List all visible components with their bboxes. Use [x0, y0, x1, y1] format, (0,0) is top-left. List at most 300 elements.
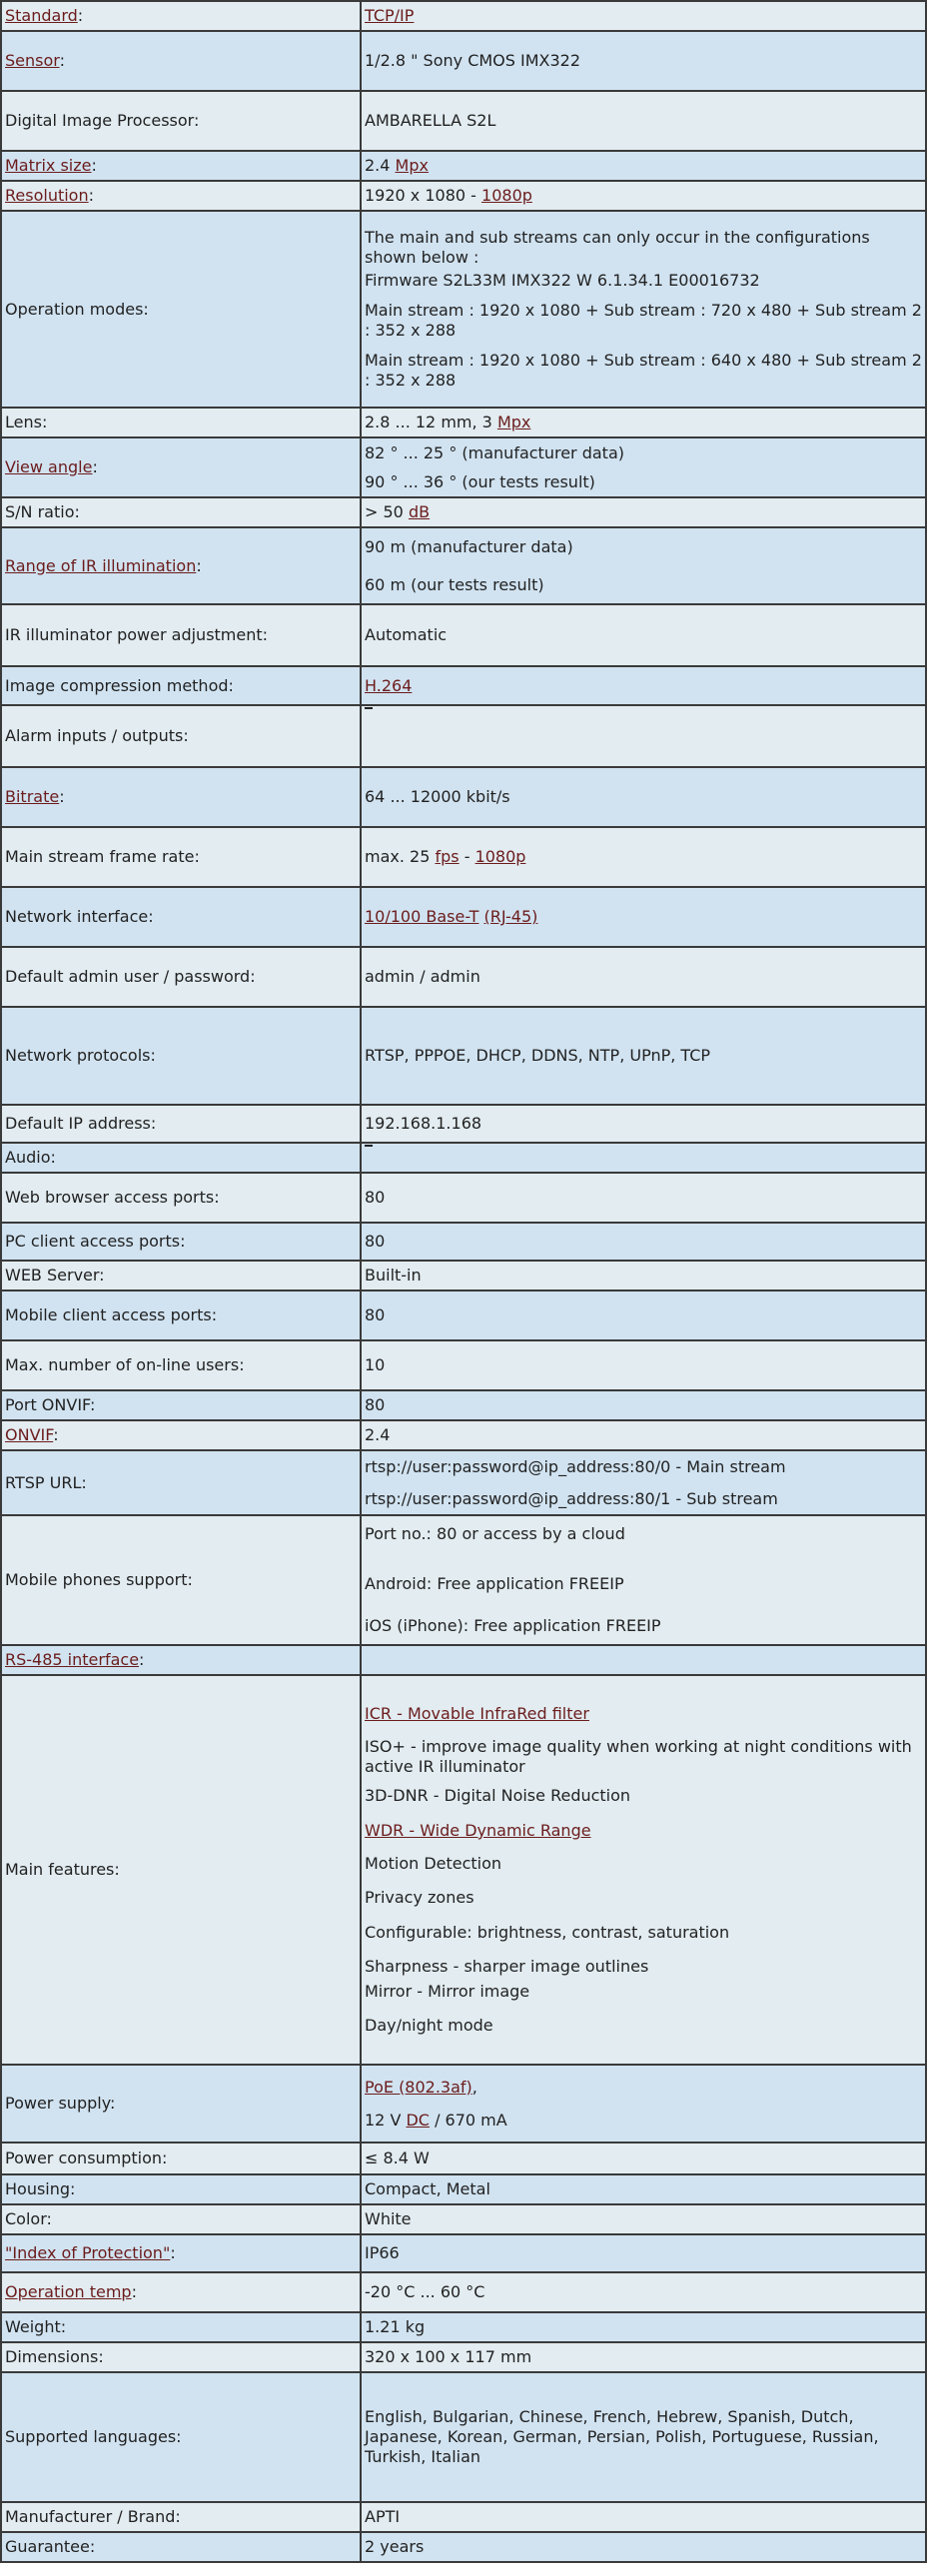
- spec-value-paragraph: [365, 1854, 922, 1874]
- spec-label: [1, 2372, 361, 2502]
- spec-label: [1, 151, 361, 181]
- spec-label-link[interactable]: RS-485 interface: [5, 1650, 140, 1669]
- spec-label-link[interactable]: Resolution: [5, 186, 89, 205]
- spec-value-paragraph: [365, 2407, 922, 2467]
- spec-value-paragraph: [365, 2209, 922, 2229]
- spec-value-paragraph: [365, 351, 922, 391]
- spec-value: [361, 2372, 926, 2502]
- text-span: Mirror - Mirror image: [365, 1982, 530, 2001]
- spec-row-manufacturer-brand: [1, 2502, 926, 2532]
- text-span: 320 x 100 x 117 mm: [365, 2347, 532, 2366]
- spec-value: [361, 1261, 926, 1290]
- text-span: 192.168.1.168: [365, 1114, 482, 1133]
- spec-value-paragraph: [365, 2507, 922, 2527]
- text-span: 64 ... 12000 kbit/s: [365, 787, 510, 806]
- text-span: Audio:: [5, 1148, 56, 1167]
- spec-label: [1, 31, 361, 91]
- text-span: 90 ° ... 36 ° (our tests result): [365, 471, 595, 491]
- spec-value: [361, 151, 926, 181]
- text-span: rtsp://user:password@ip_address:80/1 - Sub stream: [365, 1488, 778, 1508]
- text-span: Day/night mode: [365, 2016, 493, 2035]
- text-span: Main stream : 1920 x 1080 + Sub stream : 640 x 480 + Sub stream 2 : 352 x 288: [365, 351, 922, 390]
- spec-row-dimensions: [1, 2342, 926, 2372]
- text-span: RTSP, PPPOE, DHCP, DDNS, NTP, UPnP, TCP: [365, 1046, 711, 1065]
- spec-value-paragraph: [365, 502, 922, 522]
- spec-label: [1, 2342, 361, 2372]
- spec-value: [361, 2174, 926, 2204]
- spec-value-paragraph: [365, 156, 922, 176]
- text-span: AMBARELLA S2L: [365, 111, 496, 130]
- text-span: IR illuminator power adjustment:: [5, 625, 269, 644]
- text-span: 10: [365, 1355, 386, 1374]
- spec-value: [361, 1450, 926, 1515]
- spec-value: [361, 604, 926, 666]
- spec-value-link[interactable]: dB: [408, 502, 431, 521]
- spec-value: [361, 2234, 926, 2272]
- text-span: Lens:: [5, 413, 48, 431]
- spec-value-paragraph: [365, 2537, 922, 2557]
- spec-value-paragraph: [365, 2148, 922, 2168]
- text-span: The main and sub streams can only occur in the configurations shown below :: [365, 228, 870, 267]
- spec-row-main-stream-frame-rate: [1, 827, 926, 887]
- spec-value: [361, 2065, 926, 2143]
- text-span: Default admin user / password:: [5, 967, 256, 986]
- spec-value-link[interactable]: Mpx: [395, 156, 429, 175]
- spec-value: [361, 408, 926, 437]
- spec-value-paragraph: [365, 2016, 922, 2036]
- spec-row-operation-temp: [1, 2272, 926, 2312]
- spec-value-paragraph: [365, 625, 922, 645]
- spec-label: [1, 1105, 361, 1143]
- spec-label-link[interactable]: Operation temp: [5, 2282, 132, 2301]
- spec-label: [1, 2312, 361, 2342]
- text-span: Weight:: [5, 2317, 67, 2336]
- spec-label: [1, 2143, 361, 2174]
- text-span: Network protocols:: [5, 1046, 156, 1065]
- spec-label: [1, 2174, 361, 2204]
- spec-value-paragraph: [365, 51, 922, 71]
- spec-value-paragraph: [365, 1524, 922, 1544]
- text-span: max. 25: [365, 847, 436, 866]
- spec-label-link[interactable]: Range of IR illumination: [5, 555, 197, 575]
- text-span: 12 V: [365, 2110, 407, 2130]
- spec-row-audio: [1, 1143, 926, 1173]
- spec-row-network-interface: [1, 887, 926, 947]
- text-span: 1.21 kg: [365, 2317, 426, 2336]
- spec-value: [361, 1645, 926, 1675]
- spec-row-mobile-phones-support: [1, 1515, 926, 1645]
- spec-value-paragraph: [365, 1305, 922, 1325]
- text-span: / 670 mA: [429, 2110, 507, 2130]
- spec-value-link[interactable]: (RJ-45): [483, 907, 538, 926]
- text-span: Main features:: [5, 1860, 120, 1879]
- text-span: :: [196, 555, 202, 575]
- spec-value-paragraph: [365, 271, 922, 291]
- text-span: Manufacturer / Brand:: [5, 2507, 181, 2526]
- spec-value: [361, 181, 926, 211]
- text-span: ISO+ - improve image quality when working at night conditions with active IR illuminator: [365, 1737, 912, 1776]
- spec-label: [1, 497, 361, 527]
- text-span: Mobile phones support:: [5, 1570, 193, 1589]
- spec-value: [361, 1223, 926, 1261]
- spec-row-web-browser-access-ports: [1, 1173, 926, 1223]
- spec-value-paragraph: [365, 413, 922, 432]
- spec-label: [1, 2065, 361, 2143]
- spec-label: [1, 2502, 361, 2532]
- text-span: 80: [365, 1232, 386, 1251]
- spec-value: [361, 91, 926, 151]
- spec-label: [1, 1420, 361, 1450]
- spec-row-rs-485-interface: [1, 1645, 926, 1675]
- spec-value-paragraph: [365, 301, 922, 341]
- text-span: APTI: [365, 2507, 401, 2526]
- spec-row-web-server: [1, 1261, 926, 1290]
- spec-row-rtsp-url: [1, 1450, 926, 1515]
- spec-value: [361, 947, 926, 1007]
- spec-label: [1, 1173, 361, 1223]
- spec-label-link[interactable]: "Index of Protection": [5, 2243, 171, 2262]
- spec-value-paragraph: [365, 1786, 922, 1806]
- spec-value-paragraph: [365, 537, 922, 557]
- spec-value-paragraph: [365, 111, 922, 131]
- text-span: ,: [471, 2077, 477, 2097]
- spec-value-paragraph: [365, 1888, 922, 1908]
- spec-label-link[interactable]: Matrix size: [5, 156, 92, 175]
- text-span: Max. number of on-line users:: [5, 1355, 245, 1374]
- text-span: Privacy zones: [365, 1888, 474, 1907]
- text-span: Digital Image Processor:: [5, 111, 200, 130]
- spec-row-range-of-ir-illumination: [1, 527, 926, 604]
- spec-value-paragraph: [365, 2078, 922, 2098]
- spec-label: [1, 2234, 361, 2272]
- spec-value-paragraph: [365, 787, 922, 807]
- spec-value-paragraph: [365, 676, 922, 696]
- spec-label: [1, 1340, 361, 1390]
- spec-value-paragraph: [365, 1704, 922, 1724]
- text-span: English, Bulgarian, Chinese, French, Hebrew, Spanish, Dutch, Japanese, Korean, German, Persian, Polish, Portuguese, Russian, Turkish, Italian: [365, 2407, 879, 2466]
- spec-label: [1, 705, 361, 767]
- spec-row-network-protocols: [1, 1007, 926, 1105]
- spec-value: [361, 1420, 926, 1450]
- text-span: :: [53, 1425, 59, 1444]
- spec-label: [1, 1450, 361, 1515]
- spec-value-paragraph: [365, 1395, 922, 1415]
- spec-row-sensor: [1, 31, 926, 91]
- text-span: :: [170, 2243, 176, 2262]
- text-span: Power supply:: [5, 2094, 116, 2113]
- text-span: Port no.: 80 or access by a cloud: [365, 1524, 625, 1543]
- text-span: -: [459, 847, 475, 866]
- text-span: :: [88, 186, 94, 205]
- text-span: Firmware S2L33M IMX322 W 6.1.34.1 E00016732: [365, 271, 760, 290]
- spec-label: [1, 1007, 361, 1105]
- spec-label: [1, 2204, 361, 2234]
- text-span: Main stream frame rate:: [5, 847, 200, 866]
- spec-value: [361, 1675, 926, 2065]
- text-span: Android: Free application FREEIP: [365, 1574, 624, 1593]
- text-span: 1/2.8 " Sony CMOS IMX322: [365, 51, 581, 70]
- spec-label-link[interactable]: Sensor: [5, 51, 60, 70]
- text-span: Web browser access ports:: [5, 1188, 220, 1207]
- spec-value: [361, 705, 926, 767]
- spec-value: [361, 31, 926, 91]
- spec-value-link[interactable]: 10/100 Base-T: [365, 907, 479, 926]
- spec-label: [1, 1, 361, 31]
- text-span: :: [77, 6, 84, 25]
- spec-value-link[interactable]: WDR - Wide Dynamic Range: [365, 1821, 591, 1840]
- spec-value-paragraph: [365, 847, 922, 867]
- spec-row-bitrate: [1, 767, 926, 827]
- spec-row-main-features: [1, 1675, 926, 2065]
- text-span: 90 m (manufacturer data): [365, 536, 573, 556]
- spec-label: [1, 1515, 361, 1645]
- spec-value: [361, 1, 926, 31]
- text-span: -20 °C ... 60 °C: [365, 2282, 485, 2301]
- spec-value-paragraph: [365, 6, 922, 26]
- text-span: S/N ratio:: [5, 502, 80, 521]
- spec-value: [361, 497, 926, 527]
- spec-row-digital-image-processor: [1, 91, 926, 151]
- text-span: RTSP URL:: [5, 1472, 87, 1492]
- spec-value: [361, 1290, 926, 1340]
- spec-label: [1, 1261, 361, 1290]
- spec-value: [361, 527, 926, 604]
- text-span: WEB Server:: [5, 1266, 105, 1285]
- text-span: 2.4: [365, 156, 396, 175]
- spec-label: [1, 2532, 361, 2562]
- text-span: :: [139, 1650, 145, 1669]
- spec-value: [361, 1340, 926, 1390]
- text-span: 60 m (our tests result): [365, 574, 544, 594]
- text-span: IP66: [365, 2243, 400, 2262]
- spec-value-link[interactable]: PoE (802.3af): [365, 2077, 472, 2097]
- spec-value-paragraph: [365, 1355, 922, 1375]
- spec-value: [361, 1390, 926, 1420]
- text-span: :: [92, 457, 98, 476]
- spec-row-index-of-protection: [1, 2234, 926, 2272]
- spec-row-matrix-size: [1, 151, 926, 181]
- spec-value: [361, 887, 926, 947]
- text-span: admin / admin: [365, 967, 480, 986]
- text-span: Housing:: [5, 2179, 76, 2198]
- spec-value: [361, 1173, 926, 1223]
- spec-value-paragraph: [365, 1982, 922, 2002]
- spec-value-paragraph: [365, 186, 922, 206]
- text-span: :: [59, 787, 65, 806]
- text-span: Network interface:: [5, 907, 154, 926]
- spec-value: [361, 2342, 926, 2372]
- spec-value: [361, 437, 926, 497]
- spec-value: [361, 211, 926, 408]
- spec-row-view-angle: [1, 437, 926, 497]
- spec-value-paragraph: [365, 1923, 922, 1943]
- text-span: Built-in: [365, 1266, 422, 1285]
- text-span: Alarm inputs / outputs:: [5, 726, 189, 745]
- spec-value-link[interactable]: fps: [435, 847, 460, 866]
- spec-value: [361, 2312, 926, 2342]
- spec-value-link[interactable]: 1080p: [474, 847, 526, 866]
- spec-value-paragraph: [365, 2347, 922, 2367]
- spec-value-paragraph: [365, 2317, 922, 2337]
- spec-label-link[interactable]: ONVIF: [5, 1425, 54, 1444]
- spec-row-ir-illuminator-power-adjustment: [1, 604, 926, 666]
- spec-value: [361, 1007, 926, 1105]
- spec-label: [1, 408, 361, 437]
- spec-value-paragraph: [365, 2179, 922, 2199]
- spec-label: [1, 1143, 361, 1173]
- spec-label: [1, 181, 361, 211]
- spec-row-guarantee: [1, 2532, 926, 2562]
- text-span: Default IP address:: [5, 1114, 157, 1133]
- spec-label: [1, 887, 361, 947]
- text-span: Automatic: [365, 625, 448, 644]
- spec-label-link[interactable]: Standard: [5, 6, 78, 25]
- spec-label-link[interactable]: Bitrate: [5, 787, 60, 806]
- spec-row-power-consumption: [1, 2143, 926, 2174]
- spec-row-default-ip-address: [1, 1105, 926, 1143]
- text-span: rtsp://user:password@ip_address:80/0 - Main stream: [365, 1456, 786, 1476]
- text-span: 2 years: [365, 2537, 425, 2556]
- text-span: 2.8 ... 12 mm, 3: [365, 413, 497, 431]
- text-span: Image compression method:: [5, 675, 234, 695]
- spec-value-paragraph: [365, 1489, 922, 1509]
- text-span: Color:: [5, 2209, 52, 2228]
- text-span: Power consumption:: [5, 2148, 168, 2167]
- spec-label: [1, 1675, 361, 2065]
- spec-row-image-compression-method: [1, 666, 926, 705]
- spec-value-paragraph: [365, 1425, 922, 1445]
- spec-value-link[interactable]: 1080p: [481, 186, 532, 205]
- spec-label: [1, 1290, 361, 1340]
- text-span: Guarantee:: [5, 2537, 96, 2556]
- text-span: Motion Detection: [365, 1854, 502, 1873]
- text-span: Port ONVIF:: [5, 1395, 96, 1414]
- text-span: Main stream : 1920 x 1080 + Sub stream : 720 x 480 + Sub stream 2 : 352 x 288: [365, 301, 922, 340]
- spec-value: [361, 2204, 926, 2234]
- spec-row-lens: [1, 408, 926, 437]
- spec-label: [1, 2272, 361, 2312]
- spec-value-paragraph: [365, 443, 922, 463]
- spec-value: [361, 827, 926, 887]
- text-span: iOS (iPhone): Free application FREEIP: [365, 1616, 661, 1635]
- spec-value: [361, 1105, 926, 1143]
- spec-label-link[interactable]: View angle: [5, 457, 93, 476]
- spec-value-link[interactable]: DC: [406, 2110, 430, 2130]
- text-span: 80: [365, 1395, 386, 1414]
- spec-value-paragraph: [365, 575, 922, 595]
- text-span: ≤ 8.4 W: [365, 2148, 430, 2167]
- spec-label: [1, 211, 361, 408]
- spec-value: [361, 2143, 926, 2174]
- spec-value-paragraph: [365, 967, 922, 987]
- spec-row-operation-modes: [1, 211, 926, 408]
- spec-label: [1, 91, 361, 151]
- spec-row-power-supply: [1, 2065, 926, 2143]
- text-span: 1920 x 1080 -: [365, 186, 482, 205]
- spec-value-paragraph: [365, 228, 922, 268]
- spec-value: [361, 666, 926, 705]
- text-span: :: [59, 51, 65, 70]
- spec-value-link[interactable]: Mpx: [496, 413, 531, 431]
- text-span: Configurable: brightness, contrast, saturation: [365, 1923, 730, 1942]
- spec-row-default-admin-user-password: [1, 947, 926, 1007]
- spec-value: [361, 2502, 926, 2532]
- spec-label: [1, 1390, 361, 1420]
- text-span: 2.4: [365, 1425, 391, 1444]
- text-span: White: [365, 2209, 412, 2228]
- text-span: :: [131, 2282, 137, 2301]
- spec-label: [1, 666, 361, 705]
- spec-value: [361, 767, 926, 827]
- spec-row-housing: [1, 2174, 926, 2204]
- spec-label: [1, 1645, 361, 1675]
- spec-value-paragraph: [365, 1266, 922, 1286]
- text-span: Supported languages:: [5, 2427, 182, 2446]
- spec-value-paragraph: [365, 2282, 922, 2302]
- spec-value-paragraph: [365, 907, 922, 927]
- spec-row-resolution: [1, 181, 926, 211]
- spec-label: [1, 767, 361, 827]
- spec-row-pc-client-access-ports: [1, 1223, 926, 1261]
- spec-value: [361, 1143, 926, 1173]
- spec-value-link[interactable]: H.264: [365, 675, 413, 695]
- spec-value-link[interactable]: TCP/IP: [365, 6, 415, 25]
- spec-row-s-n-ratio: [1, 497, 926, 527]
- spec-value-paragraph: [365, 1737, 922, 1777]
- text-span: 80: [365, 1305, 386, 1324]
- text-span: 82 ° ... 25 ° (manufacturer data): [365, 442, 624, 462]
- spec-label: [1, 437, 361, 497]
- text-span: :: [91, 156, 97, 175]
- spec-value-paragraph: [365, 1957, 922, 1977]
- spec-value-paragraph: [365, 1821, 922, 1841]
- spec-value-paragraph: [365, 1457, 922, 1477]
- spec-value-paragraph: [365, 1616, 922, 1636]
- text-span: Sharpness - sharper image outlines: [365, 1957, 649, 1976]
- spec-row-max-number-of-on-line-users: [1, 1340, 926, 1390]
- spec-row-color: [1, 2204, 926, 2234]
- text-span: Mobile client access ports:: [5, 1305, 218, 1324]
- dash-mark: [365, 707, 373, 709]
- spec-value-paragraph: [365, 1574, 922, 1594]
- spec-value-paragraph: [365, 1046, 922, 1066]
- spec-value-paragraph: [365, 2243, 922, 2263]
- text-span: PC client access ports:: [5, 1232, 186, 1251]
- spec-value-paragraph: [365, 472, 922, 492]
- spec-label: [1, 527, 361, 604]
- text-span: Compact, Metal: [365, 2179, 490, 2198]
- spec-value-link[interactable]: ICR - Movable InfraRed filter: [365, 1704, 589, 1723]
- spec-value: [361, 2532, 926, 2562]
- spec-value: [361, 2272, 926, 2312]
- spec-row-weight: [1, 2312, 926, 2342]
- spec-value: [361, 1515, 926, 1645]
- spec-row-supported-languages: [1, 2372, 926, 2502]
- spec-table-body: [1, 1, 926, 2562]
- spec-row-standard: [1, 1, 926, 31]
- text-span: > 50: [365, 502, 409, 521]
- text-span: 80: [365, 1188, 386, 1207]
- dash-mark: [365, 1145, 373, 1147]
- spec-label: [1, 947, 361, 1007]
- spec-label: [1, 1223, 361, 1261]
- spec-value-paragraph: [365, 1188, 922, 1208]
- spec-label: [1, 604, 361, 666]
- spec-row-port-onvif: [1, 1390, 926, 1420]
- spec-label: [1, 827, 361, 887]
- text-span: 3D-DNR - Digital Noise Reduction: [365, 1786, 631, 1805]
- text-span: Dimensions:: [5, 2347, 104, 2366]
